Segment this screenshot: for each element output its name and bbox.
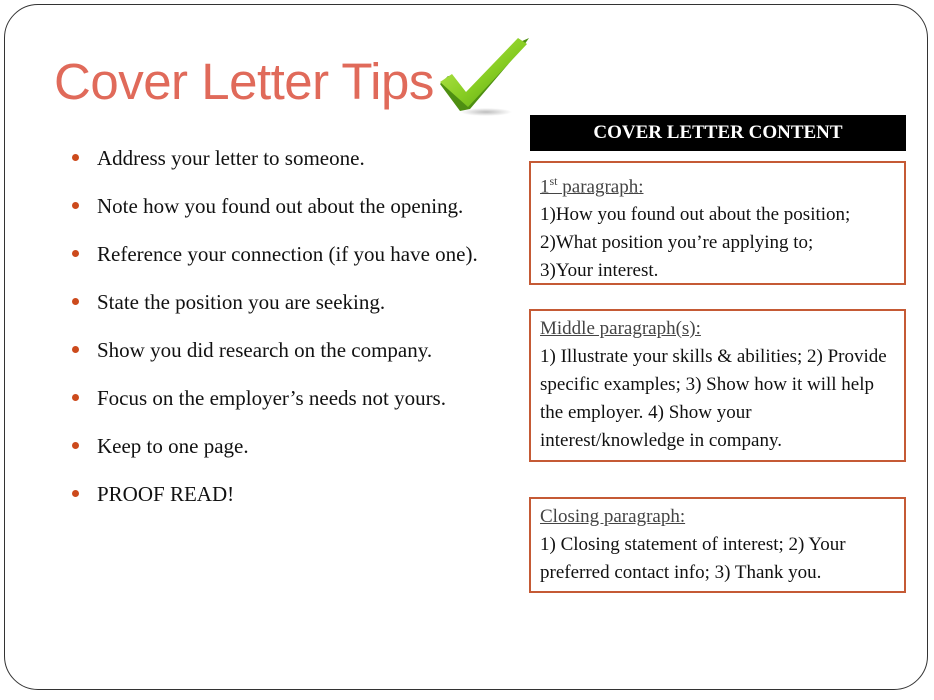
closing-paragraph-heading: Closing paragraph: [540,506,686,527]
tip-item [72,330,482,370]
bullet-icon [72,298,79,305]
tip-text: Address your letter to someone. [97,146,365,170]
bullet-icon [72,154,79,161]
closing-paragraph-text: 1) Closing statement of interest; 2) Your preferred contact info; 3) Thank you. [540,534,846,583]
tip-text: State the position you are seeking. [97,290,386,314]
tip-text: Focus on the employer’s needs not yours. [97,386,446,410]
tip-text: Show you did research on the company. [97,338,433,362]
tip-item [72,138,482,178]
bullet-icon [72,202,79,209]
bullet-icon [72,490,79,497]
tip-item [72,282,482,322]
middle-paragraph-box [529,309,906,462]
bullet-icon [72,346,79,353]
first-paragraph-box [529,161,906,285]
bullet-icon [72,250,79,257]
bullet-icon [72,442,79,449]
tips-list [72,138,482,522]
middle-paragraph-heading: Middle paragraph(s): [540,318,701,339]
first-paragraph-line: 2)What position you’re applying to; [540,232,814,254]
tip-item [72,426,482,466]
tip-text: Note how you found out about the opening. [97,194,464,218]
middle-paragraph-text: 1) Illustrate your skills & abilities; 2) Provide specific examples; 3) Show how it will help the employer. 4) Show your interest/knowledge in company. [540,346,887,451]
checkmark-icon [434,32,534,122]
cover-letter-content-header: COVER LETTER CONTENT [530,115,906,151]
bullet-icon [72,394,79,401]
tip-item [72,378,482,418]
tip-text: Reference your connection (if you have one). [97,242,478,266]
first-paragraph-line: 1)How you found out about the position; [540,204,851,226]
tip-item [72,234,482,274]
tip-item [72,186,482,226]
slide-title: Cover Letter Tips [54,53,434,110]
first-paragraph-line: 3)Your interest. [540,260,659,282]
first-paragraph-heading: 1st paragraph: [540,174,644,198]
tip-text: Keep to one page. [97,434,249,458]
closing-paragraph-box [529,497,906,593]
tip-item [72,474,482,514]
tip-text: PROOF READ! [97,482,235,506]
